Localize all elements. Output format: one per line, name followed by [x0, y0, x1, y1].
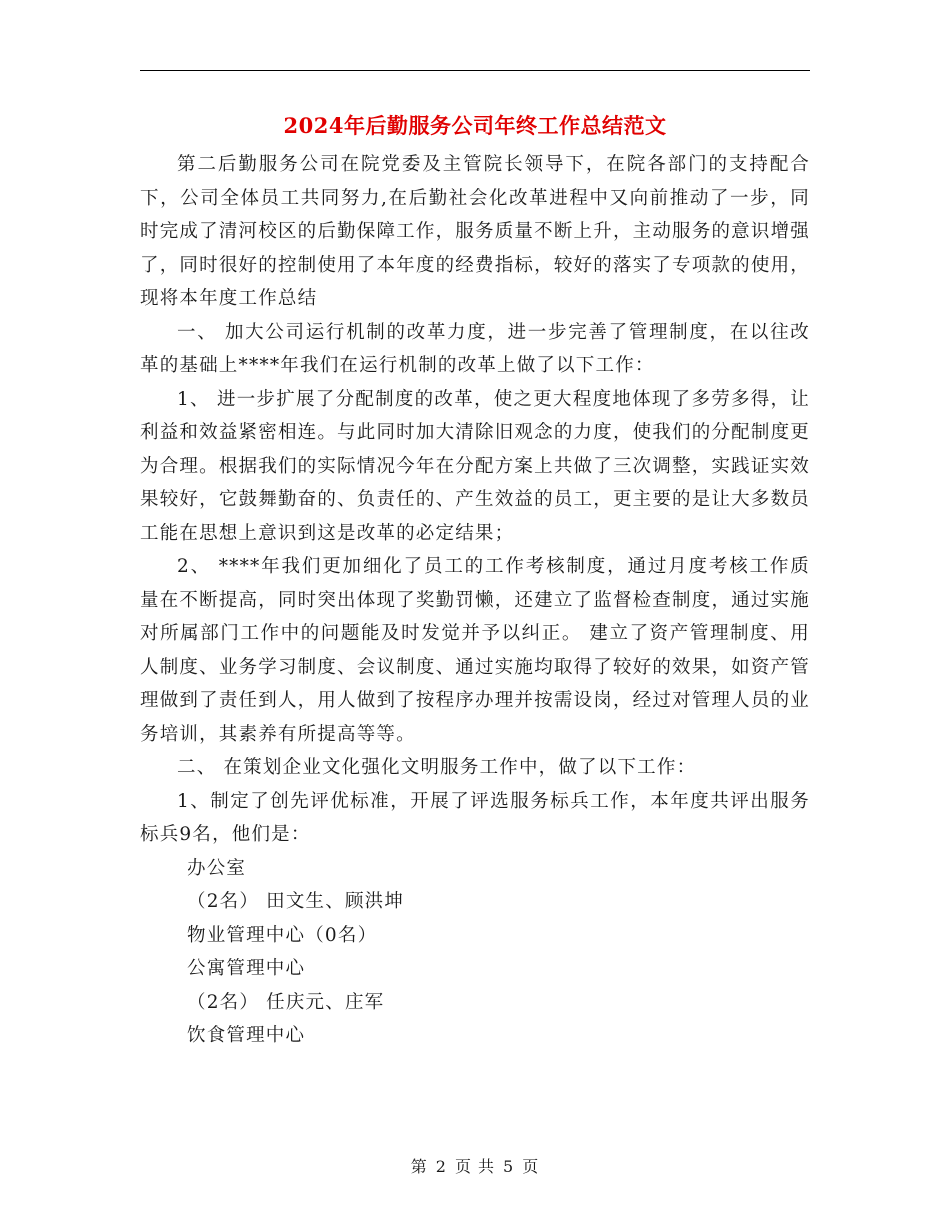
list-line-office-names: （2名） 田文生、顾洪坤 [187, 891, 405, 912]
paragraph-section-2: 二、 在策划企业文化强化文明服务工作中，做了以下工作： [177, 757, 697, 778]
paragraph-item-1-1: 1、 进一步扩展了分配制度的改革，使之更大程度地体现了多劳多得，让利益和效益紧密相连。与此同时加大清除旧观念的力度，使我们的分配制度更为合理。根据我们的实际情况今年在分配方案上共做了三次调整，实践证实效果较好，它鼓舞勤奋的、负责任的、产生效益的员工，更主要的是让大多数员工能在思想上意识到这是改革的必定结果； [140, 388, 810, 544]
page-footer [0, 1154, 950, 1177]
footer-mid: 页 共 [454, 1157, 496, 1176]
list-line-apartment: 公寓管理中心 [187, 958, 306, 979]
paragraph-section-1: 一、 加大公司运行机制的改革力度，进一步完善了管理制度，在以往改革的基础上****年我们在运行机制的改革上做了以下工作： [140, 321, 810, 376]
footer-prefix: 第 [410, 1157, 428, 1176]
footer-suffix: 页 [522, 1157, 540, 1176]
paragraph-item-2-1: 1、制定了创先评优标准，开展了评选服务标兵工作，本年度共评出服务标兵9名，他们是： [140, 790, 810, 845]
paragraph-intro: 第二后勤服务公司在院党委及主管院长领导下，在院各部门的支持配合下，公司全体员工共同努力,在后勤社会化改革进程中又向前推动了一步，同时完成了清河校区的后勤保障工作，服务质量不断上升，主动服务的意识增强了，同时很好的控制使用了本年度的经费指标，较好的落实了专项款的使用，现将本年度工作总结 [140, 154, 810, 309]
list-line-apartment-names: （2名） 任庆元、庄军 [187, 991, 385, 1013]
header-rule [140, 70, 810, 71]
document-title: 2024年后勤服务公司年终工作总结范文 [283, 113, 667, 138]
footer-total-pages: 5 [503, 1157, 515, 1176]
document-body [140, 148, 810, 1053]
list-line-office: 办公室 [187, 857, 247, 879]
paragraph-item-1-2: 2、 ****年我们更加细化了员工的工作考核制度，通过月度考核工作质量在不断提高，同时突出体现了奖勤罚懒，还建立了监督检查制度，通过实施对所属部门工作中的问题能及时发觉并予以纠正。 建立了资产管理制度、用人制度、业务学习制度、会议制度、通过实施均取得了较好的效果，如资产管理做到了责任到人，用人做到了按程序办理并按需设岗，经过对管理人员的业务培训，其素养有所提高等等。 [140, 556, 810, 745]
footer-current-page: 2 [435, 1157, 447, 1176]
list-line-catering: 饮食管理中心 [187, 1025, 306, 1046]
list-line-property: 物业管理中心（0名） [187, 924, 378, 946]
